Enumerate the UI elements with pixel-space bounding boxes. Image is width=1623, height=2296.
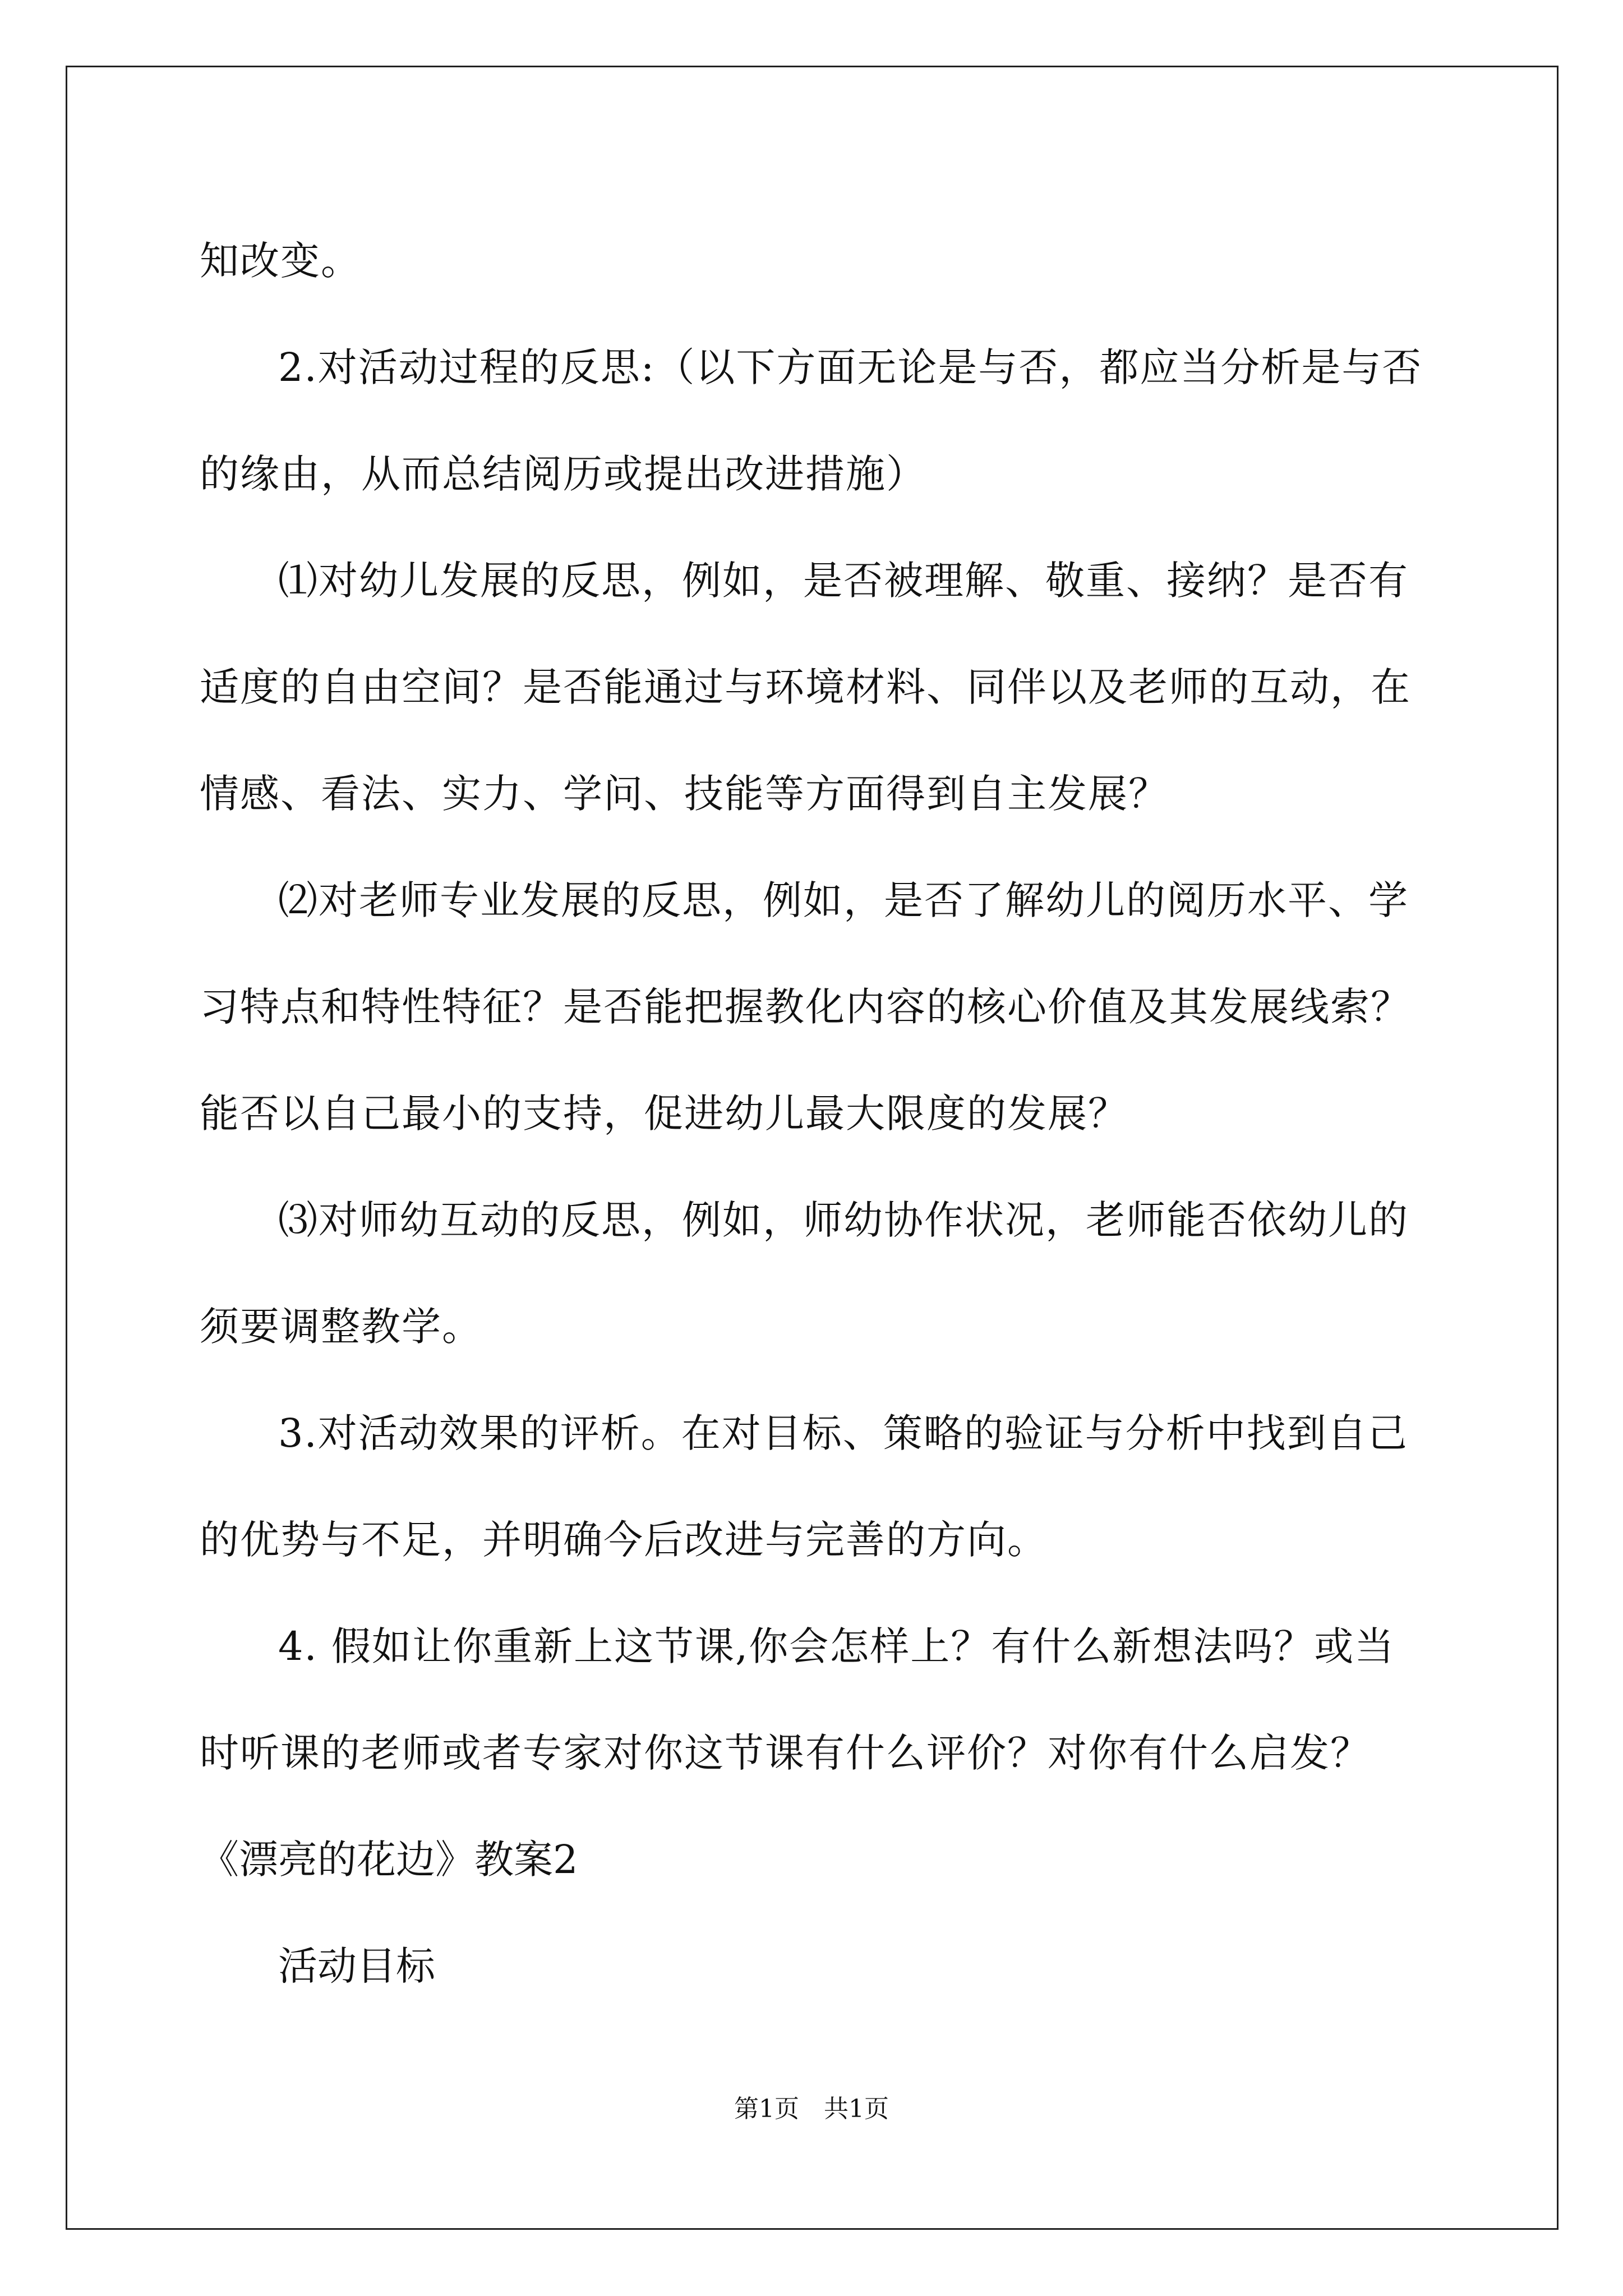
subsection-title: 活动目标	[278, 1943, 435, 1989]
page-footer: 第1页 共1页	[734, 2095, 889, 2123]
section-title: 《漂亮的花边》教案2	[200, 1837, 578, 1883]
paragraph: 2.对活动过程的反思:（以下方面无论是与否，都应当分析是与否的缘由，从而总结阅历或提出改进措施）	[200, 344, 1423, 497]
paragraph: ⑶对师幼互动的反思，例如，师幼协作状况，老师能否依幼儿的须要调整教学。	[200, 1197, 1409, 1350]
document-body	[200, 208, 1428, 2019]
paragraph: 4. 假如让你重新上这节课,你会怎样上？有什么新想法吗？或当时听课的老师或者专家对你这节课有什么评价？对你有什么启发？	[200, 1623, 1395, 1776]
paragraph: 知改变。	[200, 238, 361, 284]
paragraph: ⑴对幼儿发展的反思，例如，是否被理解、敬重、接纳？是否有适度的自由空间？是否能通过与环境材料、同伴以及老师的互动，在情感、看法、实力、学问、技能等方面得到自主发展？	[200, 558, 1411, 817]
paragraph: 3.对活动效果的评析。在对目标、策略的验证与分析中找到自己的优势与不足，并明确今后改进与完善的方向。	[200, 1410, 1408, 1563]
paragraph: ⑵对老师专业发展的反思，例如，是否了解幼儿的阅历水平、学习特点和特性特征？是否能把握教化内容的核心价值及其发展线索？能否以自己最小的支持，促进幼儿最大限度的发展？	[200, 877, 1411, 1137]
